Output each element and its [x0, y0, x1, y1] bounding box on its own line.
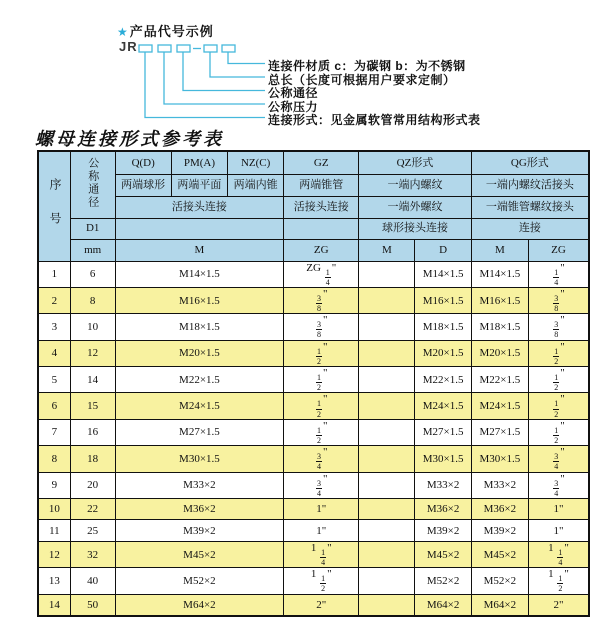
- cell-qg-zg: $\frac{1}{2}$ ": [529, 393, 589, 419]
- cell-qg-zg: 1 $\frac{1}{4}$ ": [529, 541, 589, 567]
- header-union-connection: 活接头连接: [115, 196, 284, 218]
- stacked-fraction: $\frac{1}{4}$: [321, 547, 326, 568]
- cell-qz-d: M22×1.5: [415, 367, 471, 393]
- cell-gz: 1": [284, 520, 359, 542]
- header-empty-cell: [284, 218, 359, 239]
- stacked-fraction: $\frac{1}{2}$: [558, 574, 563, 594]
- stacked-fraction: $\frac{1}{2}$: [317, 399, 321, 419]
- stacked-fraction: $\frac{1}{2}$: [321, 574, 326, 594]
- cell-qz-m: [359, 287, 415, 313]
- cell-seq: 12: [38, 541, 70, 567]
- cell-mm: 20: [70, 472, 115, 498]
- header-d1: D1: [70, 218, 115, 239]
- cell-gz: 2": [284, 594, 359, 616]
- header-mm: mm: [70, 239, 115, 261]
- cell-mm: 25: [70, 520, 115, 542]
- header-m-unit: M: [115, 239, 284, 261]
- stacked-fraction: $\frac{3}{4}$: [317, 452, 321, 472]
- table-row: [38, 520, 589, 542]
- cell-gz: 1 $\frac{1}{2}$ ": [284, 568, 359, 594]
- cell-seq: 7: [38, 419, 70, 445]
- cell-qg-zg: $\frac{3}{4}$ ": [529, 472, 589, 498]
- stacked-fraction: $\frac{1}{4}$: [325, 267, 330, 287]
- table-row: [38, 594, 589, 616]
- cell-seq: 4: [38, 340, 70, 366]
- header-nz-desc: 两端内锥: [228, 174, 284, 196]
- product-code-heading-text: 产品代号示例: [129, 24, 214, 39]
- label-nominal-diameter: 公称通径: [268, 86, 319, 100]
- cell-qg-zg: 1 $\frac{1}{2}$ ": [529, 568, 589, 594]
- cell-gz: $\frac{3}{4}$ ": [284, 472, 359, 498]
- cell-m: M18×1.5: [115, 314, 284, 340]
- stacked-fraction: $\frac{1}{4}$: [558, 547, 563, 568]
- header-qg-m-unit: M: [471, 239, 528, 261]
- cell-qg-zg: $\frac{3}{8}$ ": [529, 314, 589, 340]
- cell-gz: ZG $\frac{1}{4}$ ": [284, 261, 359, 287]
- cell-mm: 6: [70, 261, 115, 287]
- cell-m: M16×1.5: [115, 287, 284, 313]
- cell-gz: $\frac{1}{2}$ ": [284, 393, 359, 419]
- cell-qz-m: [359, 472, 415, 498]
- cell-seq: 5: [38, 367, 70, 393]
- header-gz-desc: 两端锥管: [284, 174, 359, 196]
- cell-qz-d: M39×2: [415, 520, 471, 542]
- header-q-d: Q(D): [115, 151, 171, 174]
- cell-mm: 16: [70, 419, 115, 445]
- cell-gz: $\frac{3}{8}$ ": [284, 287, 359, 313]
- table-row: [38, 419, 589, 445]
- table-row: [38, 568, 589, 594]
- star-icon: ★: [117, 25, 129, 39]
- header-qz-connection: 球形接头连接: [359, 218, 471, 239]
- cell-qg-zg: $\frac{1}{4}$ ": [529, 261, 589, 287]
- nut-connection-table: [37, 150, 590, 617]
- cell-qz-d: M20×1.5: [415, 340, 471, 366]
- table-row: [38, 287, 589, 313]
- header-seq: 序号: [38, 151, 70, 261]
- cell-qg-m: M36×2: [471, 498, 528, 520]
- cell-qz-d: M24×1.5: [415, 393, 471, 419]
- cell-qz-m: [359, 568, 415, 594]
- header-qg-form: QG形式: [471, 151, 589, 174]
- cell-qg-m: M64×2: [471, 594, 528, 616]
- cell-qg-m: M20×1.5: [471, 340, 528, 366]
- header-qg-desc2: 一端锥管螺纹接头: [471, 196, 589, 218]
- cell-qz-m: [359, 446, 415, 472]
- cell-m: M33×2: [115, 472, 284, 498]
- stacked-fraction: $\frac{3}{8}$: [554, 293, 559, 314]
- cell-qg-zg: 1": [529, 498, 589, 520]
- label-total-length: 总长（长度可根据用户要求定制）: [268, 72, 456, 87]
- table-row: [38, 541, 589, 567]
- cell-qz-d: M27×1.5: [415, 419, 471, 445]
- table-row: [38, 393, 589, 419]
- header-gz-connection: 活接头连接: [284, 196, 359, 218]
- stacked-fraction: $\frac{1}{2}$: [317, 346, 321, 366]
- label-nominal-pressure: 公称压力: [268, 99, 319, 114]
- header-pm-desc: 两端平面: [171, 174, 227, 196]
- cell-m: M20×1.5: [115, 340, 284, 366]
- cell-qg-m: M27×1.5: [471, 419, 528, 445]
- header-pm-a: PM(A): [171, 151, 227, 174]
- cell-qz-m: [359, 314, 415, 340]
- cell-m: M45×2: [115, 541, 284, 567]
- cell-qg-zg: 1": [529, 520, 589, 542]
- cell-mm: 50: [70, 594, 115, 616]
- cell-qz-d: M16×1.5: [415, 287, 471, 313]
- cell-qz-m: [359, 367, 415, 393]
- cell-qz-m: [359, 340, 415, 366]
- cell-m: M52×2: [115, 568, 284, 594]
- table-row: [38, 498, 589, 520]
- header-qg-connection: 连接: [471, 218, 589, 239]
- cell-qg-zg: $\frac{3}{8}$ ": [529, 287, 589, 313]
- cell-qz-m: [359, 541, 415, 567]
- cell-qg-zg: $\frac{1}{2}$ ": [529, 340, 589, 366]
- cell-gz: $\frac{1}{2}$ ": [284, 367, 359, 393]
- cell-m: M64×2: [115, 594, 284, 616]
- cell-gz: $\frac{1}{2}$ ": [284, 340, 359, 366]
- cell-mm: 8: [70, 287, 115, 313]
- cell-qz-d: M33×2: [415, 472, 471, 498]
- cell-seq: 1: [38, 261, 70, 287]
- header-empty-cell: [115, 218, 284, 239]
- cell-mm: 14: [70, 367, 115, 393]
- cell-qg-m: M33×2: [471, 472, 528, 498]
- cell-qg-m: M30×1.5: [471, 446, 528, 472]
- cell-m: M14×1.5: [115, 261, 284, 287]
- cell-seq: 2: [38, 287, 70, 313]
- cell-qz-m: [359, 261, 415, 287]
- stacked-fraction: $\frac{1}{2}$: [554, 373, 559, 393]
- cell-m: M36×2: [115, 498, 284, 520]
- cell-m: M39×2: [115, 520, 284, 542]
- cell-qz-d: M30×1.5: [415, 446, 471, 472]
- header-nz-c: NZ(C): [228, 151, 284, 174]
- cell-qz-m: [359, 520, 415, 542]
- cell-qg-m: M18×1.5: [471, 314, 528, 340]
- header-gz: GZ: [284, 151, 359, 174]
- cell-qz-d: M14×1.5: [415, 261, 471, 287]
- header-qz-desc2: 一端外螺纹: [359, 196, 471, 218]
- cell-qz-m: [359, 419, 415, 445]
- table-row: [38, 446, 589, 472]
- cell-seq: 14: [38, 594, 70, 616]
- cell-qg-m: M24×1.5: [471, 393, 528, 419]
- table-header: [38, 151, 589, 261]
- cell-qg-zg: $\frac{1}{2}$ ": [529, 367, 589, 393]
- header-qz-d-unit: D: [415, 239, 471, 261]
- header-qg-desc1: 一端内螺纹活接头: [471, 174, 589, 196]
- stacked-fraction: $\frac{1}{2}$: [554, 399, 559, 419]
- stacked-fraction: $\frac{3}{4}$: [554, 452, 559, 472]
- header-qg-zg-unit: ZG: [529, 239, 589, 261]
- cell-gz: 1": [284, 498, 359, 520]
- cell-m: M24×1.5: [115, 393, 284, 419]
- label-connection-form: 连接形式：见金属软管常用结构形式表: [268, 113, 481, 127]
- header-qz-desc1: 一端内螺纹: [359, 174, 471, 196]
- cell-qz-d: M45×2: [415, 541, 471, 567]
- table-row: [38, 261, 589, 287]
- cell-qg-m: M39×2: [471, 520, 528, 542]
- cell-qg-m: M52×2: [471, 568, 528, 594]
- stacked-fraction: $\frac{3}{4}$: [554, 478, 559, 498]
- header-qz-m-unit: M: [359, 239, 415, 261]
- stacked-fraction: $\frac{1}{2}$: [554, 346, 559, 366]
- cell-m: M22×1.5: [115, 367, 284, 393]
- table-body: [38, 261, 589, 616]
- cell-mm: 12: [70, 340, 115, 366]
- cell-qg-zg: 2": [529, 594, 589, 616]
- cell-qg-zg: $\frac{1}{2}$ ": [529, 419, 589, 445]
- cell-qz-m: [359, 594, 415, 616]
- table-row: [38, 472, 589, 498]
- stacked-fraction: $\frac{3}{8}$: [317, 293, 321, 314]
- cell-qg-m: M45×2: [471, 541, 528, 567]
- cell-qz-d: M36×2: [415, 498, 471, 520]
- table-title: 螺母连接形式参考表: [35, 129, 224, 149]
- cell-m: M27×1.5: [115, 419, 284, 445]
- stacked-fraction: $\frac{1}{4}$: [554, 267, 559, 287]
- cell-qg-zg: $\frac{3}{4}$ ": [529, 446, 589, 472]
- cell-gz: $\frac{1}{2}$ ": [284, 419, 359, 445]
- cell-mm: 22: [70, 498, 115, 520]
- cell-qg-m: M16×1.5: [471, 287, 528, 313]
- cell-gz: $\frac{3}{8}$ ": [284, 314, 359, 340]
- cell-seq: 8: [38, 446, 70, 472]
- stacked-fraction: $\frac{3}{8}$: [554, 320, 559, 340]
- header-diameter: 公称通径: [70, 151, 115, 218]
- code-prefix: JR: [119, 39, 138, 54]
- cell-gz: 1 $\frac{1}{4}$ ": [284, 541, 359, 567]
- header-zg-unit: ZG: [284, 239, 359, 261]
- cell-qz-m: [359, 498, 415, 520]
- cell-mm: 40: [70, 568, 115, 594]
- cell-mm: 18: [70, 446, 115, 472]
- cell-seq: 11: [38, 520, 70, 542]
- cell-m: M30×1.5: [115, 446, 284, 472]
- cell-mm: 32: [70, 541, 115, 567]
- header-q-desc: 两端球形: [115, 174, 171, 196]
- label-connector-material: 连接件材质 c：为碳钢 b：为不锈钢: [268, 59, 466, 73]
- cell-qg-m: M22×1.5: [471, 367, 528, 393]
- table-row: [38, 314, 589, 340]
- cell-gz: $\frac{3}{4}$ ": [284, 446, 359, 472]
- header-qz-form: QZ形式: [359, 151, 471, 174]
- cell-qz-d: M64×2: [415, 594, 471, 616]
- cell-seq: 6: [38, 393, 70, 419]
- cell-seq: 10: [38, 498, 70, 520]
- cell-qz-d: M18×1.5: [415, 314, 471, 340]
- cell-mm: 15: [70, 393, 115, 419]
- cell-qg-m: M14×1.5: [471, 261, 528, 287]
- cell-mm: 10: [70, 314, 115, 340]
- stacked-fraction: $\frac{1}{2}$: [554, 425, 559, 445]
- cell-qz-m: [359, 393, 415, 419]
- table-row: [38, 367, 589, 393]
- cell-qz-d: M52×2: [415, 568, 471, 594]
- cell-seq: 3: [38, 314, 70, 340]
- stacked-fraction: $\frac{3}{8}$: [317, 320, 321, 340]
- table-row: [38, 340, 589, 366]
- stacked-fraction: $\frac{3}{4}$: [317, 478, 321, 498]
- cell-seq: 13: [38, 568, 70, 594]
- stacked-fraction: $\frac{1}{2}$: [317, 373, 321, 393]
- stacked-fraction: $\frac{1}{2}$: [317, 425, 321, 445]
- cell-seq: 9: [38, 472, 70, 498]
